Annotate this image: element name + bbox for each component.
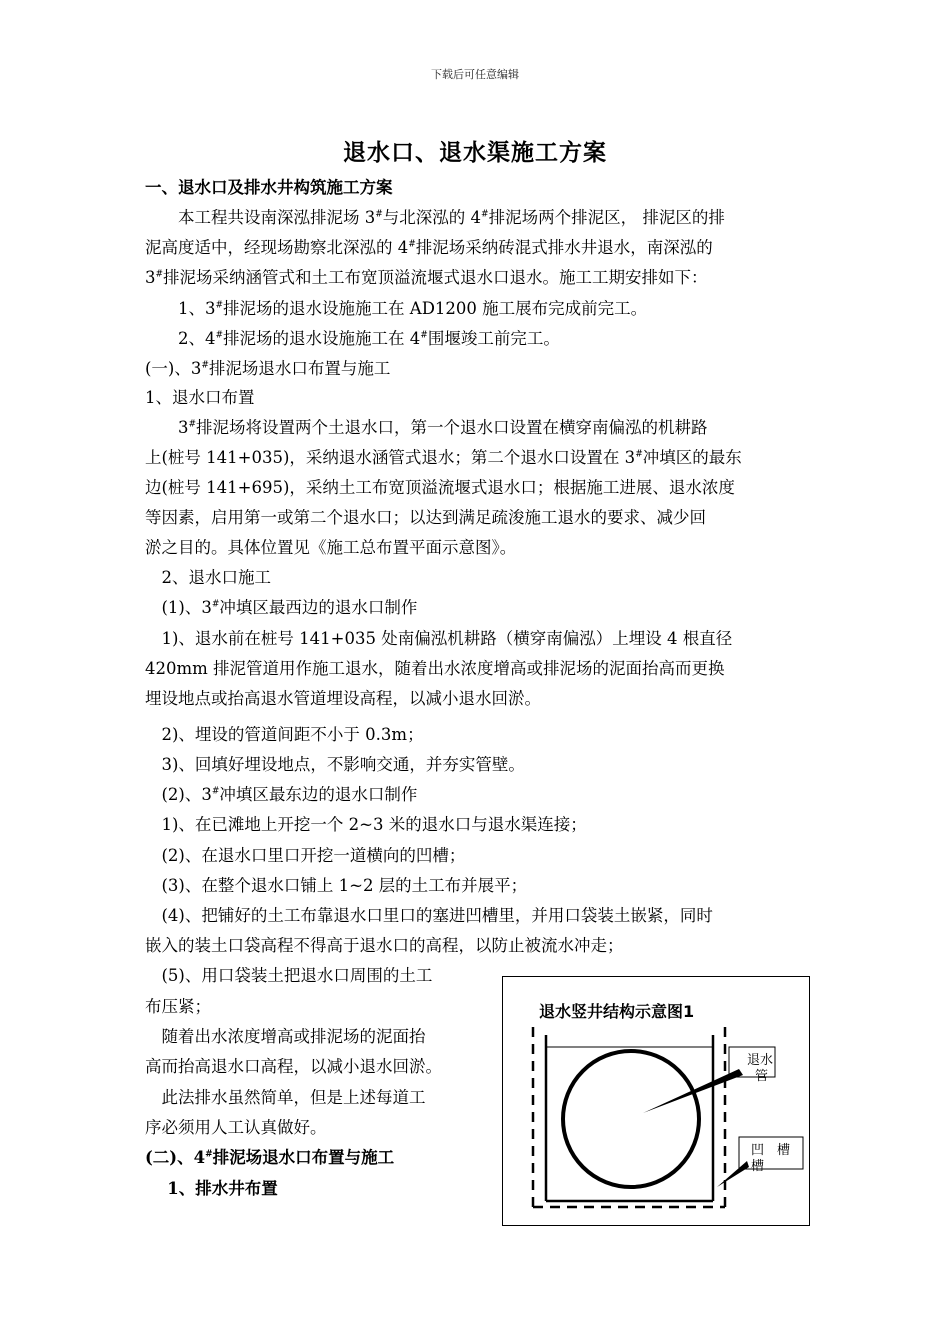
body-line-l29: 随着出水浓度增高或排泥场的泥面抬 <box>145 1027 426 1046</box>
body-line-l07: (一)、3#排泥场退水口布置与施工 <box>145 359 391 378</box>
groove-label-line2: 槽 <box>751 1159 765 1174</box>
body-line-l15: (1)、3#冲填区最西边的退水口制作 <box>145 598 418 617</box>
body-line-l14: 2、退水口施工 <box>145 568 271 587</box>
body-line-l02: 本工程共设南深泓排泥场 3#与北深泓的 4#排泥场两个排泥区， 排泥区的排 <box>145 208 725 227</box>
shaft-diagram-svg <box>503 977 811 1227</box>
groove-pointer-arrow <box>717 1161 749 1187</box>
pipe-label-line1: 退水 <box>747 1053 774 1068</box>
body-line-l23: (2)、在退水口里口开挖一道横向的凹槽； <box>145 846 466 865</box>
body-line-l09: 3#排泥场将设置两个土退水口，第一个退水口设置在横穿南偏泓的机耕路 <box>145 418 708 437</box>
body-line-l25: (4)、把铺好的土工布靠退水口里口的塞进凹槽里，并用口袋装土嵌紧，同时 <box>145 906 713 925</box>
body-line-l08: 1、退水口布置 <box>145 388 255 407</box>
pipe-label-line2: 管 <box>755 1069 769 1084</box>
body-line-l30: 高而抬高退水口高程，以减小退水回淤。 <box>145 1057 442 1076</box>
body-line-l18: 埋设地点或抬高退水管道埋设高程，以减小退水回淤。 <box>145 689 541 708</box>
header-watermark: 下载后可任意编辑 <box>431 68 519 81</box>
body-line-l01: 一、退水口及排水井构筑施工方案 <box>145 178 393 197</box>
document-title: 退水口、退水渠施工方案 <box>343 139 607 166</box>
body-line-l31: 此法排水虽然简单，但是上述每道工 <box>145 1088 426 1107</box>
body-line-l13: 淤之目的。具体位置见《施工总布置平面示意图》。 <box>145 538 517 557</box>
body-line-l05: 1、3#排泥场的退水设施施工在 AD1200 施工展布完成前完工。 <box>145 299 648 318</box>
body-line-l06: 2、4#排泥场的退水设施施工在 4#围堰竣工前完工。 <box>145 329 560 348</box>
body-line-l20: 3)、回填好埋设地点，不影响交通，并夯实管壁。 <box>145 755 525 774</box>
body-line-l33: (二)、4#排泥场退水口布置与施工 <box>145 1148 395 1167</box>
body-line-l24: (3)、在整个退水口铺上 1~2 层的土工布并展平； <box>145 876 528 895</box>
body-line-l12: 等因素，启用第一或第二个退水口；以达到满足疏浚施工退水的要求、减少回 <box>145 508 706 527</box>
drain-pipe-circle <box>563 1051 699 1187</box>
body-line-l16: 1)、退水前在桩号 141+035 处南偏泓机耕路（横穿南偏泓）上埋设 4 根直径 <box>145 629 733 648</box>
body-line-l10: 上(桩号 141+035)，采纳退水涵管式退水；第二个退水口设置在 3#冲填区的最东 <box>145 448 742 467</box>
groove-label-line1: 凹 槽 <box>751 1143 791 1158</box>
figure-shaft-diagram <box>502 976 810 1226</box>
body-line-l03: 泥高度适中，经现场勘察北深泓的 4#排泥场采纳砖混式排水井退水，南深泓的 <box>145 238 713 257</box>
body-line-l22: 1)、在已滩地上开挖一个 2~3 米的退水口与退水渠连接； <box>145 815 587 834</box>
body-line-l19: 2)、埋设的管道间距不小于 0.3m； <box>145 725 424 744</box>
pipe-pointer-arrow <box>643 1069 743 1113</box>
body-line-l32: 序必须用人工认真做好。 <box>145 1118 327 1137</box>
body-line-l26: 嵌入的装土口袋高程不得高于退水口的高程，以防止被流水冲走； <box>145 936 624 955</box>
figure-title: 退水竖井结构示意图1 <box>539 1002 695 1021</box>
body-line-l04: 3#排泥场采纳涵管式和土工布宽顶溢流堰式退水口退水。施工工期安排如下： <box>145 268 708 287</box>
body-line-l27: (5)、用口袋装土把退水口周围的土工 <box>145 966 433 985</box>
body-line-l28: 布压紧； <box>145 997 211 1016</box>
body-line-l11: 边(桩号 141+695)，采纳土工布宽顶溢流堰式退水口；根据施工进展、退水浓度 <box>145 478 735 497</box>
body-line-l21: (2)、3#冲填区最东边的退水口制作 <box>145 785 418 804</box>
body-line-l17: 420mm 排泥管道用作施工退水，随着出水浓度增高或排泥场的泥面抬高而更换 <box>145 659 725 678</box>
body-line-l34: 1、排水井布置 <box>145 1179 278 1198</box>
